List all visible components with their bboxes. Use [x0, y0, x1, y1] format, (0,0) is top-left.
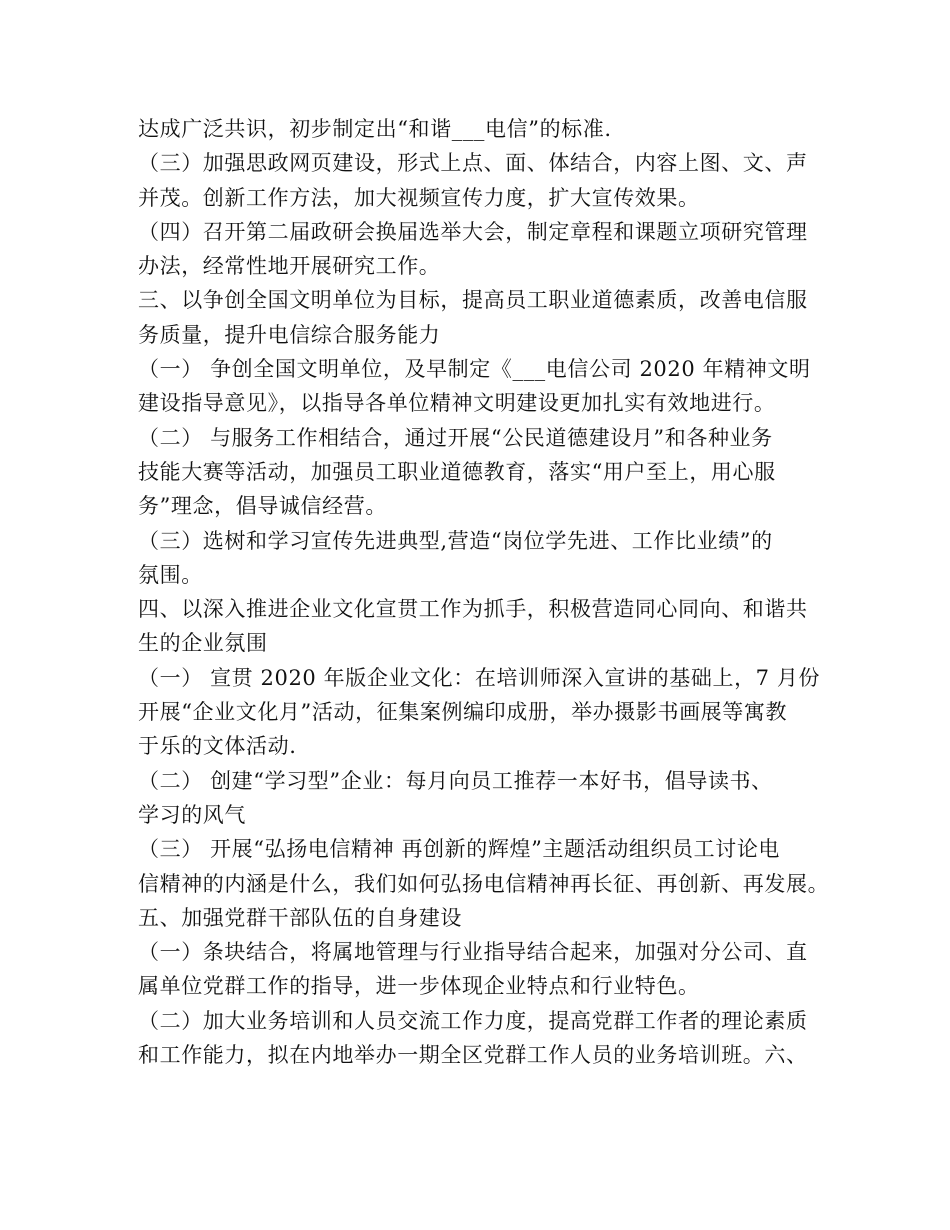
text-line: （一）条块结合，将属地管理与行业指导结合起来，加强对分公司、直 — [138, 940, 808, 965]
text-line: 属单位党群工作的指导，进一步体现企业特点和行业特色。 — [138, 974, 700, 999]
text-line: （一） 宣贯 2020 年版企业文化：在培训师深入宣讲的基础上，7 月份 — [138, 665, 821, 690]
section-heading: 五、加强党群干部队伍的自身建设 — [138, 905, 462, 930]
section-heading: 四、以深入推进企业文化宣贯工作为抓手，积极营造同心同向、和谐共 — [138, 597, 808, 622]
text-line: 建设指导意见》，以指导各单位精神文明建设更加扎实有效地进行。 — [138, 391, 776, 416]
text-line: 开展“企业文化月”活动，征集案例编印成册，举办摄影书画展等寓教 — [138, 700, 788, 725]
text-line: 学习的风气 — [138, 802, 246, 827]
text-line: 办法，经常性地开展研究工作。 — [138, 254, 441, 279]
text-line: （四）召开第二届政研会换届选举大会，制定章程和课题立项研究管理 — [138, 219, 808, 244]
section-heading: 生的企业氛围 — [138, 631, 268, 656]
text-line: 达成广泛共识，初步制定出“和谐___电信”的标准. — [138, 117, 612, 141]
text-line: （三）选树和学习宣传先进典型,营造“岗位学先进、工作比业绩”的 — [138, 528, 773, 553]
text-line: （二）加大业务培训和人员交流工作力度，提高党群工作者的理论素质 — [138, 1008, 808, 1033]
text-line: 氛围。 — [138, 562, 203, 587]
text-line: 务”理念，倡导诚信经营。 — [138, 494, 387, 519]
text-line: （一） 争创全国文明单位，及早制定《___电信公司 2020 年精神文明 — [138, 357, 811, 382]
text-line: （三） 开展“弘扬电信精神 再创新的辉煌”主题活动组织员工讨论电 — [138, 837, 781, 862]
text-line: 信精神的内涵是什么，我们如何弘扬电信精神再长征、再创新、再发展。 — [138, 871, 830, 896]
section-heading: 三、以争创全国文明单位为目标，提高员工职业道德素质，改善电信服 — [138, 288, 808, 313]
text-line: 技能大赛等活动，加强员工职业道德教育，落实“用户至上，用心服 — [138, 459, 776, 484]
section-heading: 务质量，提升电信综合服务能力 — [138, 322, 441, 347]
document-body — [138, 112, 838, 1072]
text-line: （三）加强思政网页建设，形式上点、面、体结合，内容上图、文、声 — [138, 151, 808, 176]
text-line: 于乐的文体活动. — [138, 734, 297, 759]
text-line: 和工作能力，拟在内地举办一期全区党群工作人员的业务培训班。六、 — [138, 1043, 808, 1068]
text-line: （二） 创建“学习型”企业：每月向员工推荐一本好书，倡导读书、 — [138, 768, 773, 793]
text-line: 并茂。创新工作方法，加大视频宣传力度，扩大宣传效果。 — [138, 185, 700, 210]
text-line: （二） 与服务工作相结合，通过开展“公民道德建设月”和各种业务 — [138, 425, 773, 450]
